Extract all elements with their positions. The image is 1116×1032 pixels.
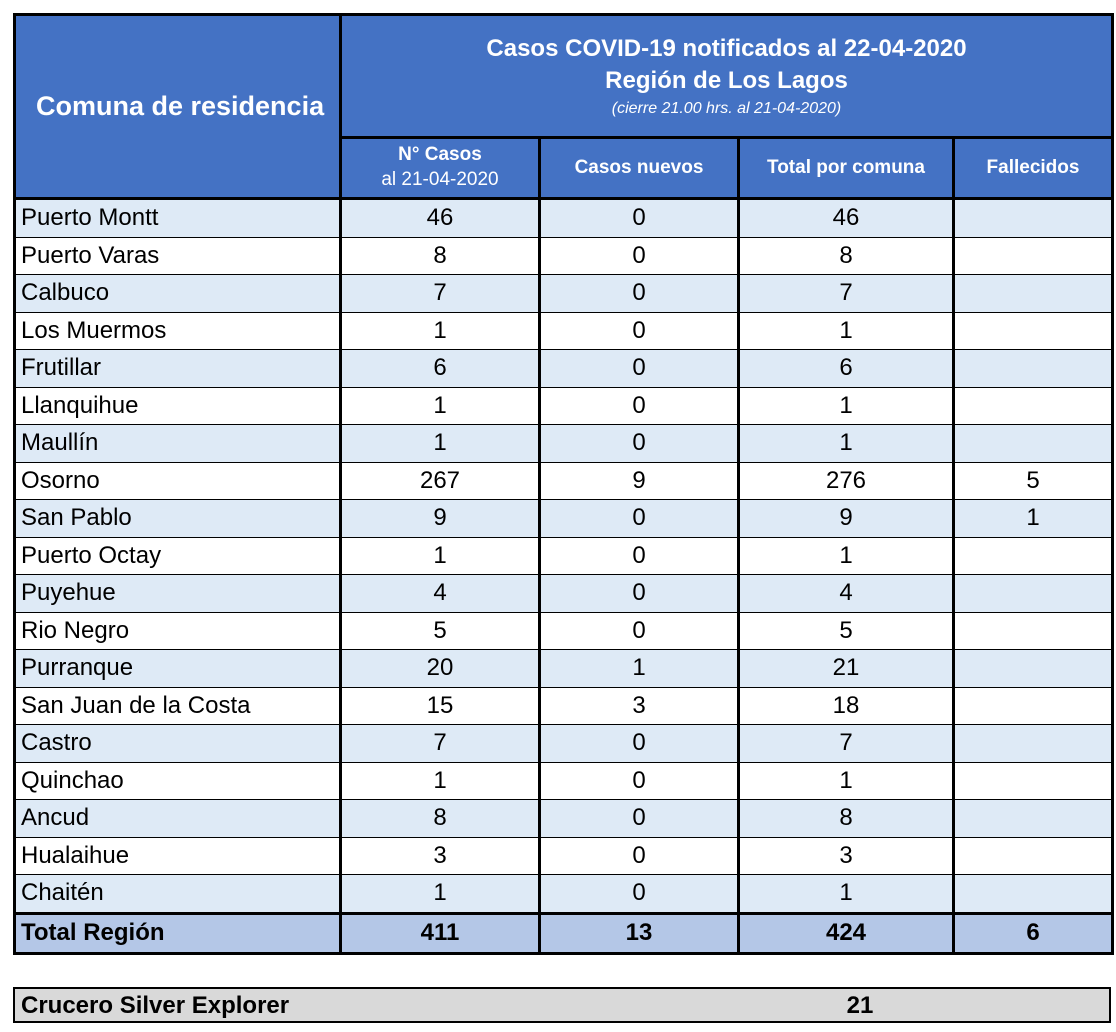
cell-fallecidos: [954, 199, 1113, 238]
cell-comuna: Llanquihue: [15, 387, 341, 425]
cell-nuevos: 0: [540, 387, 739, 425]
table-row: [15, 537, 1113, 575]
cell-nuevos: 0: [540, 837, 739, 875]
table-row: [15, 612, 1113, 650]
cell-comuna: Maullín: [15, 425, 341, 463]
cell-comuna: Chaitén: [15, 875, 341, 914]
cell-comuna: Castro: [15, 725, 341, 763]
cell-casos: 1: [341, 762, 540, 800]
table-row: [15, 875, 1113, 914]
crucero-value: 21: [846, 992, 874, 1019]
cell-fallecidos: [954, 725, 1113, 763]
covid-cases-table: [13, 13, 1114, 955]
total-header: Total por comuna: [739, 138, 954, 199]
casos-header: [341, 138, 540, 199]
cell-total: 3: [739, 837, 954, 875]
cell-comuna: Puerto Octay: [15, 537, 341, 575]
cell-total: 9: [739, 500, 954, 538]
total-row: [15, 913, 1113, 953]
cell-fallecidos: [954, 237, 1113, 275]
cell-nuevos: 0: [540, 500, 739, 538]
cell-casos: 1: [341, 425, 540, 463]
cell-fallecidos: [954, 575, 1113, 613]
cell-total: 46: [739, 199, 954, 238]
cell-nuevos: 0: [540, 800, 739, 838]
cell-fallecidos: [954, 650, 1113, 688]
cell-nuevos: 1: [540, 650, 739, 688]
table-row: [15, 350, 1113, 388]
cell-comuna: Calbuco: [15, 275, 341, 313]
cell-total: 6: [739, 350, 954, 388]
nuevos-header: Casos nuevos: [540, 138, 739, 199]
cell-nuevos: 0: [540, 275, 739, 313]
cell-total: 276: [739, 462, 954, 500]
table-row: [15, 575, 1113, 613]
cell-casos: 3: [341, 837, 540, 875]
cell-comuna: Rio Negro: [15, 612, 341, 650]
table-row: [15, 500, 1113, 538]
comuna-header: Comuna de residencia: [15, 15, 341, 199]
cell-nuevos: 0: [540, 312, 739, 350]
cell-comuna: Hualaihue: [15, 837, 341, 875]
cell-casos: 7: [341, 275, 540, 313]
cell-fallecidos: [954, 837, 1113, 875]
cell-comuna: Osorno: [15, 462, 341, 500]
cell-comuna: Purranque: [15, 650, 341, 688]
cell-comuna: Los Muermos: [15, 312, 341, 350]
cell-comuna: Ancud: [15, 800, 341, 838]
cell-casos: 1: [341, 537, 540, 575]
casos-header-line-2: al 21-04-2020: [381, 169, 499, 190]
cell-total: 1: [739, 762, 954, 800]
table-row: [15, 312, 1113, 350]
table-title: [341, 15, 1113, 138]
cell-nuevos: 0: [540, 612, 739, 650]
cell-casos: 6: [341, 350, 540, 388]
cell-fallecidos: [954, 612, 1113, 650]
cell-total: 1: [739, 387, 954, 425]
cell-nuevos: 0: [540, 575, 739, 613]
title-line-2: Región de Los Lagos: [605, 67, 848, 95]
cell-comuna: Puerto Varas: [15, 237, 341, 275]
cell-casos: 1: [341, 875, 540, 914]
total-label: Total Región: [15, 913, 341, 953]
cell-casos: 1: [341, 312, 540, 350]
cell-fallecidos: [954, 275, 1113, 313]
table-row: [15, 462, 1113, 500]
cell-total: 4: [739, 575, 954, 613]
cell-total: 21: [739, 650, 954, 688]
cell-nuevos: 0: [540, 875, 739, 914]
cell-total: 1: [739, 425, 954, 463]
table-body: [15, 199, 1113, 914]
cell-total: 7: [739, 725, 954, 763]
table-row: [15, 800, 1113, 838]
title-line-1: Casos COVID-19 notificados al 22-04-2020: [486, 34, 967, 62]
cell-total: 1: [739, 537, 954, 575]
crucero-row: [13, 987, 1111, 1023]
total-total: 424: [739, 913, 954, 953]
cell-casos: 46: [341, 199, 540, 238]
cell-nuevos: 0: [540, 350, 739, 388]
table-row: [15, 425, 1113, 463]
cell-nuevos: 0: [540, 199, 739, 238]
cell-casos: 7: [341, 725, 540, 763]
cell-casos: 9: [341, 500, 540, 538]
total-casos: 411: [341, 913, 540, 953]
cell-nuevos: 0: [540, 237, 739, 275]
cell-casos: 267: [341, 462, 540, 500]
cell-comuna: Puerto Montt: [15, 199, 341, 238]
cell-casos: 8: [341, 237, 540, 275]
cell-casos: 20: [341, 650, 540, 688]
cell-total: 8: [739, 800, 954, 838]
cell-nuevos: 3: [540, 687, 739, 725]
cell-comuna: San Pablo: [15, 500, 341, 538]
cell-fallecidos: [954, 800, 1113, 838]
cell-comuna: Frutillar: [15, 350, 341, 388]
cell-fallecidos: [954, 687, 1113, 725]
cell-total: 1: [739, 312, 954, 350]
cell-fallecidos: [954, 387, 1113, 425]
total-nuevos: 13: [540, 913, 739, 953]
cell-total: 18: [739, 687, 954, 725]
cell-fallecidos: [954, 350, 1113, 388]
cell-casos: 1: [341, 387, 540, 425]
fallecidos-header: Fallecidos: [954, 138, 1113, 199]
table-row: [15, 650, 1113, 688]
cell-nuevos: 9: [540, 462, 739, 500]
cell-fallecidos: [954, 312, 1113, 350]
casos-header-line-1: N° Casos: [398, 144, 482, 166]
cell-nuevos: 0: [540, 725, 739, 763]
cell-casos: 15: [341, 687, 540, 725]
cell-fallecidos: 1: [954, 500, 1113, 538]
cell-nuevos: 0: [540, 425, 739, 463]
cell-total: 8: [739, 237, 954, 275]
cell-casos: 4: [341, 575, 540, 613]
table-row: [15, 762, 1113, 800]
cell-nuevos: 0: [540, 762, 739, 800]
cell-fallecidos: [954, 425, 1113, 463]
table-row: [15, 687, 1113, 725]
cell-comuna: Quinchao: [15, 762, 341, 800]
cell-total: 7: [739, 275, 954, 313]
cell-fallecidos: [954, 875, 1113, 914]
table-row: [15, 237, 1113, 275]
cell-casos: 8: [341, 800, 540, 838]
title-line-3: (cierre 21.00 hrs. al 21-04-2020): [611, 99, 842, 117]
table-row: [15, 725, 1113, 763]
cell-fallecidos: [954, 537, 1113, 575]
cell-fallecidos: [954, 762, 1113, 800]
crucero-label: Crucero Silver Explorer: [21, 992, 290, 1019]
total-fallecidos: 6: [954, 913, 1113, 953]
table-row: [15, 387, 1113, 425]
cell-nuevos: 0: [540, 537, 739, 575]
table-row: [15, 837, 1113, 875]
table-row: [15, 199, 1113, 238]
cell-fallecidos: 5: [954, 462, 1113, 500]
cell-total: 1: [739, 875, 954, 914]
cell-total: 5: [739, 612, 954, 650]
cell-comuna: San Juan de la Costa: [15, 687, 341, 725]
table-row: [15, 275, 1113, 313]
cell-comuna: Puyehue: [15, 575, 341, 613]
cell-casos: 5: [341, 612, 540, 650]
